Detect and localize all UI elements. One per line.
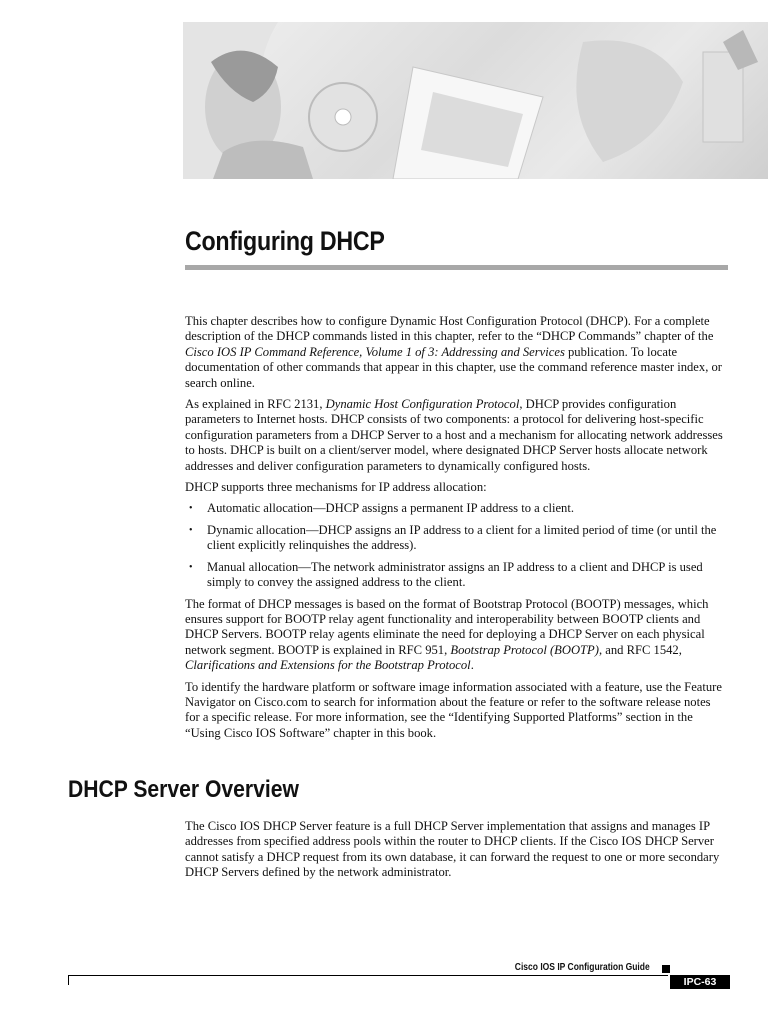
footer-marker <box>662 965 670 973</box>
bullet-icon: • <box>189 561 193 573</box>
intro-section <box>185 314 728 747</box>
overview-paragraph-1: The Cisco IOS DHCP Server feature is a full DHCP Server implementation that assigns and manages IP addresses from specified address pools within the router to DHCP clients. If the Cisco IOS DHCP Server cannot satisfy a DHCP request from its own database, it can forward the request to one or more secondary DHCP Servers defined by the network administrator. <box>185 819 720 880</box>
list-item: • Automatic allocation—DHCP assigns a permanent IP address to a client. <box>189 501 575 516</box>
bullet-icon: • <box>189 503 193 515</box>
footer-rule <box>68 975 668 976</box>
intro-paragraph-3: DHCP supports three mechanisms for IP address allocation: <box>185 480 487 495</box>
section-heading: DHCP Server Overview <box>68 776 299 803</box>
footer-tick <box>68 975 69 985</box>
intro-paragraph-1: This chapter describes how to configure Dynamic Host Configuration Protocol (DHCP). For a complete description of the DHCP commands listed in this chapter, refer to the “DHCP Commands” chapter of the Cisco IOS IP Command Reference, Volume 1 of 3: Addressing and Services publication. To locate documentation of other commands that appear in this chapter, use the command reference master index, or search online. <box>185 314 722 390</box>
overview-section <box>185 819 728 887</box>
bullet-icon: • <box>189 524 193 536</box>
title-rule <box>185 265 728 270</box>
intro-paragraph-4: The format of DHCP messages is based on the format of Bootstrap Protocol (BOOTP) messages, which ensures support for BOOTP relay agent functionality and interoperability between BOOTP clients and DHCP Servers. BOOTP relay agents eliminate the need for deploying a DHCP Server on each physical network segment. BOOTP is explained in RFC 951, Bootstrap Protocol (BOOTP), and RFC 1542, Clarifications and Extensions for the Bootstrap Protocol. <box>185 596 709 673</box>
rfc-951-title: Bootstrap Protocol (BOOTP) <box>450 642 599 657</box>
chapter-title: Configuring DHCP <box>185 226 385 256</box>
rfc-1542-title: Clarifications and Extensions for the Bootstrap Protocol <box>185 658 471 673</box>
allocation-list <box>185 501 728 590</box>
chapter-header-illustration <box>183 22 768 179</box>
footer-guide-title: Cisco IOS IP Configuration Guide <box>515 962 650 973</box>
command-reference-title: Cisco IOS IP Command Reference, Volume 1 of 3: Addressing and Services <box>185 344 565 359</box>
list-item: • Manual allocation—The network administrator assigns an IP address to a client and DHCP is used simply to convey the assigned address to the client. <box>189 559 703 590</box>
intro-paragraph-2: As explained in RFC 2131, Dynamic Host Configuration Protocol, DHCP provides configuration parameters to Internet hosts. DHCP consists of two components: a protocol for delivering host-specific configuration parameters from a DHCP Server to a host and a mechanism for allocating network addresses to hosts. DHCP is built on a client/server model, where designated DHCP Server hosts allocate network addresses and deliver configuration parameters to dynamically configured hosts. <box>185 397 723 473</box>
illustration-graphic <box>183 22 768 179</box>
page-number: IPC-63 <box>670 975 730 989</box>
rfc-2131-title: Dynamic Host Configuration Protocol <box>325 397 520 412</box>
intro-paragraph-5: To identify the hardware platform or software image information associated with a feature, use the Feature Navigator on Cisco.com to search for information about the feature or refer to the software release notes for a specific release. For more information, see the “Identifying Supported Platforms” section in the “Using Cisco IOS Software” chapter in this book. <box>185 679 722 740</box>
list-item: • Dynamic allocation—DHCP assigns an IP address to a client for a limited period of time (or until the client explicitly relinquishes the address). <box>189 522 717 553</box>
